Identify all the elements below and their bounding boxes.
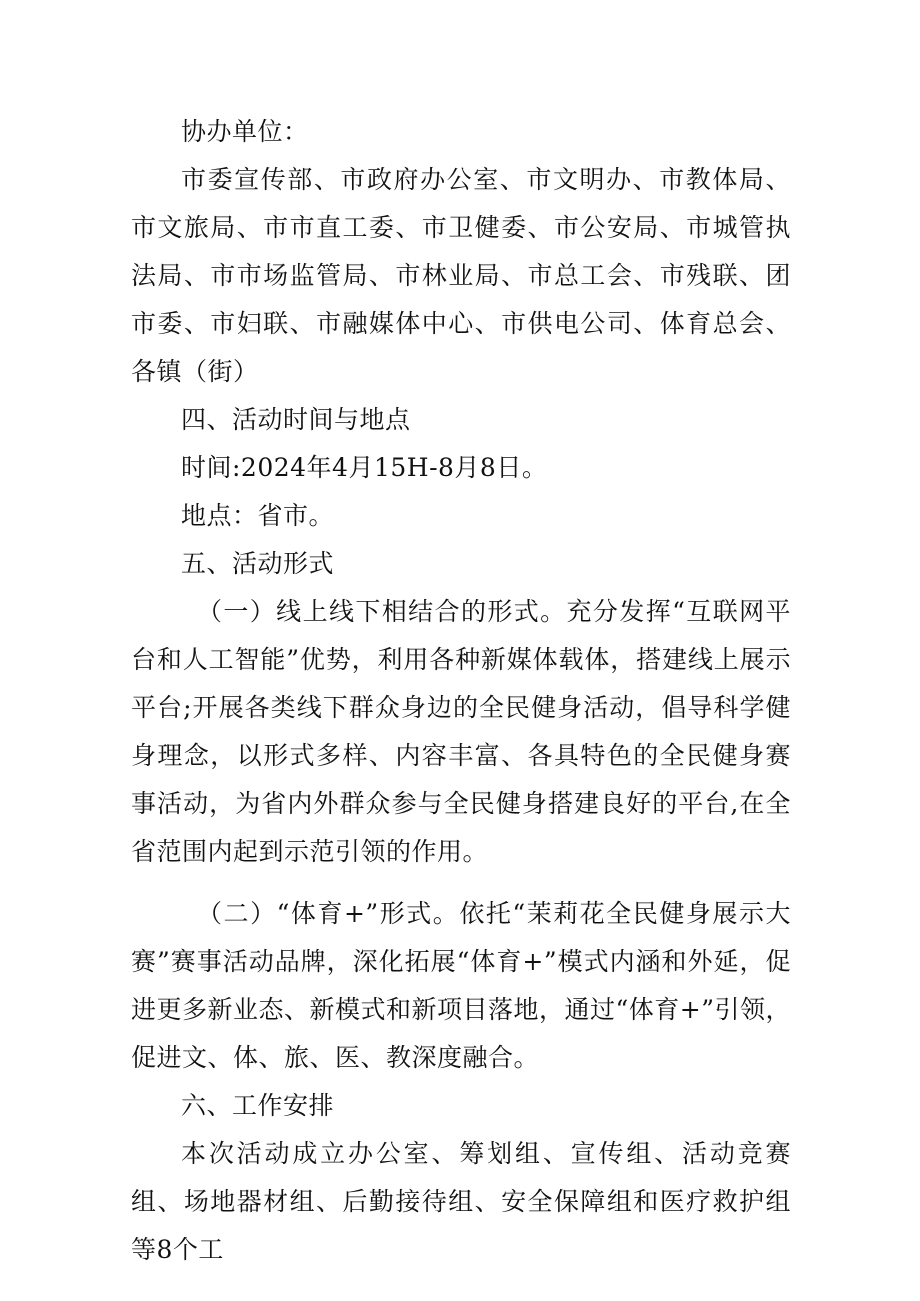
time-line: 时间:2024年4月15H-8月8日。 xyxy=(181,453,548,482)
section-5-title: 五、活动形式 xyxy=(181,549,335,578)
section-4-title: 四、活动时间与地点 xyxy=(181,405,411,434)
section-5-paragraph-1: （一）线上线下相结合的形式。充分发挥“互联网平台和人工智能”优势，利用各种新媒体载体，搭建线上展示平台;开展各类线下群众身边的全民健身活动，倡导科学健身理念，以形式多样、内容丰富、各具特色的全民健身赛事活动，为省内外群众参与全民健身搭建良好的平台,在全省范围内起到示范引领的作用。 xyxy=(131,597,791,866)
section-6-title: 六、工作安排 xyxy=(181,1091,335,1120)
section-5-paragraph-2: （二）“体育+”形式。依托“茉莉花全民健身展示大赛”赛事活动品牌，深化拓展“体育+”模式内涵和外延，促进更多新业态、新模式和新项目落地，通过“体育+”引领，促进文、体、旅、医、教深度融合。 xyxy=(131,899,792,1072)
place-line: 地点：省市。 xyxy=(181,501,335,530)
co-organizer-list: 市委宣传部、市政府办公室、市文明办、市教体局、市文旅局、市市直工委、市卫健委、市公安局、市城管执法局、市市场监管局、市林业局、市总工会、市残联、团市委、市妇联、市融媒体中心、市供电公司、体育总会、各镇（街） xyxy=(131,165,791,386)
document-body xyxy=(131,108,791,1274)
co-organizer-label: 协办单位： xyxy=(181,117,309,146)
section-6-paragraph-1: 本次活动成立办公室、筹划组、宣传组、活动竞赛组、场地器材组、后勤接待组、安全保障组和医疗救护组等8个工 xyxy=(131,1139,791,1264)
